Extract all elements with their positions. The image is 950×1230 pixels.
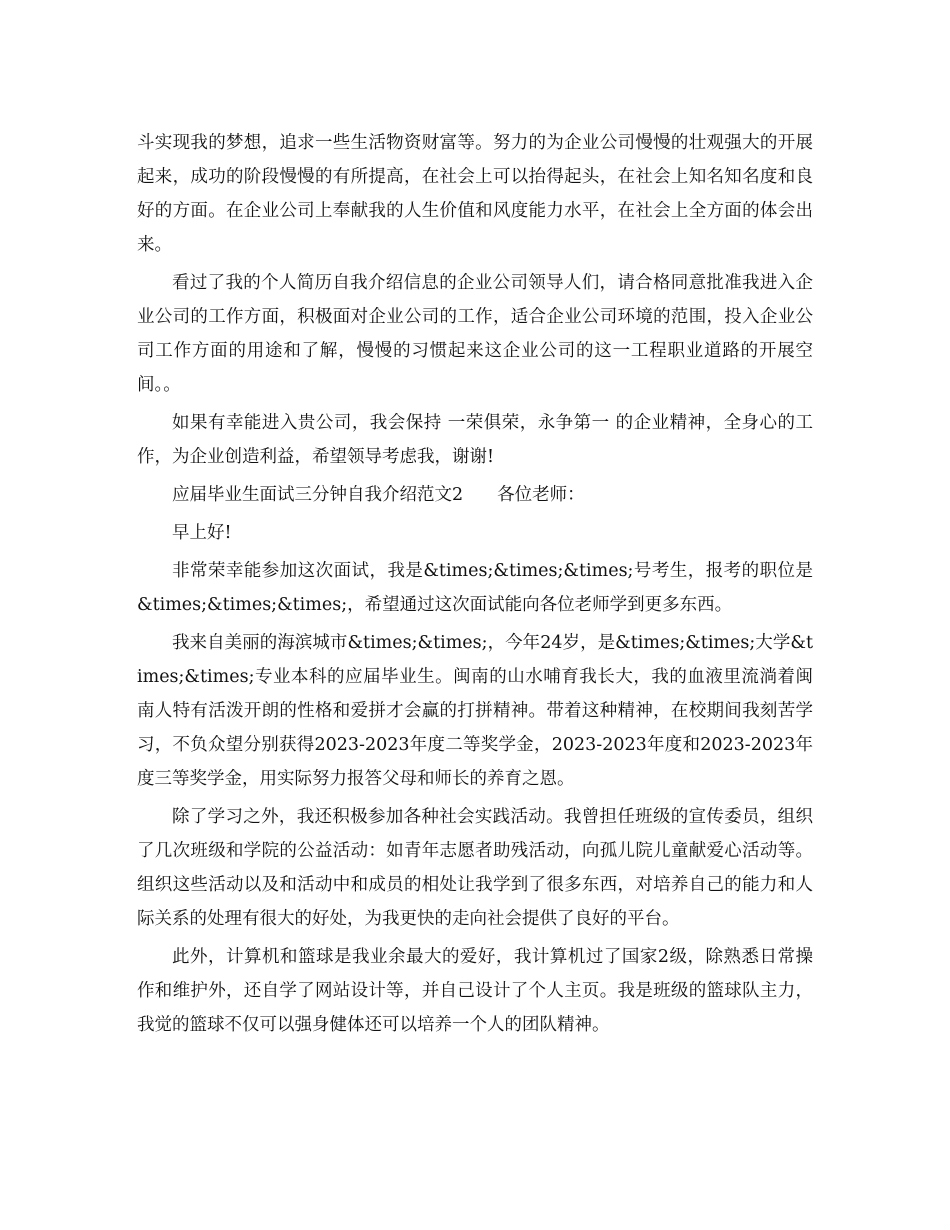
- paragraph-background: 我来自美丽的海滨城市&times;&times;，今年24岁，是&times;&times;大学&times;&times;专业本科的应届毕业生。闽南的山水哺育我长大，我的血液里流淌着闽南人特有活泼开朗的性格和爱拼才会赢的打拼精神。带着这种精神，在校期间我刻苦学习，不负众望分别获得2023-2023年度二等奖学金，2023-2023年度和2023-2023年度三等奖学金，用实际努力报答父母和师长的养育之恩。: [137, 633, 813, 789]
- paragraph-intro: 非常荣幸能参加这次面试，我是&times;&times;&times;号考生，报考的职位是&times;&times;&times;，希望通过这次面试能向各位老师学到更多东西。: [137, 561, 813, 615]
- paragraph-hobbies: 此外，计算机和篮球是我业余最大的爱好，我计算机过了国家2级，除熟悉日常操作和维护外，还自学了网站设计等，并自己设计了个人主页。我是班级的篮球队主力，我觉的篮球不仅可以强身健体还可以培养一个人的团队精神。: [137, 947, 813, 1035]
- paragraph-activities: 除了学习之外，我还积极参加各种社会实践活动。我曾担任班级的宣传委员，组织了几次班级和学院的公益活动：如青年志愿者助残活动，向孤儿院儿童献爱心活动等。组织这些活动以及和活动中和成员的相处让我学到了很多东西，对培养自己的能力和人际关系的处理有很大的好处，为我更快的走向社会提供了良好的平台。: [137, 807, 813, 929]
- paragraph-3: 如果有幸能进入贵公司，我会保持 一荣俱荣，永争第一 的企业精神，全身心的工作，为企业创造利益，希望领导考虑我，谢谢!: [137, 413, 813, 467]
- section-title: 应届毕业生面试三分钟自我介绍范文2: [172, 485, 464, 505]
- greeting: 各位老师：: [497, 485, 585, 505]
- paragraph-2: 看过了我的个人简历自我介绍信息的企业公司领导人们，请合格同意批准我进入企业公司的工作方面，积极面对企业公司的工作，适合企业公司环境的范围，投入企业公司工作方面的用途和了解，慢慢的习惯起来这企业公司的这一工程职业道路的开展空间。。: [137, 273, 813, 395]
- paragraph-good-morning: 早上好!: [172, 523, 232, 543]
- paragraph-1: 斗实现我的梦想，追求一些生活物资财富等。努力的为企业公司慢慢的壮观强大的开展起来，成功的阶段慢慢的有所提高，在社会上可以抬得起头，在社会上知名知名度和良好的方面。在企业公司上奉献我的人生价值和风度能力水平，在社会上全方面的体会出来。: [137, 133, 813, 255]
- document-body: [137, 126, 813, 1046]
- heading-line: [137, 478, 813, 512]
